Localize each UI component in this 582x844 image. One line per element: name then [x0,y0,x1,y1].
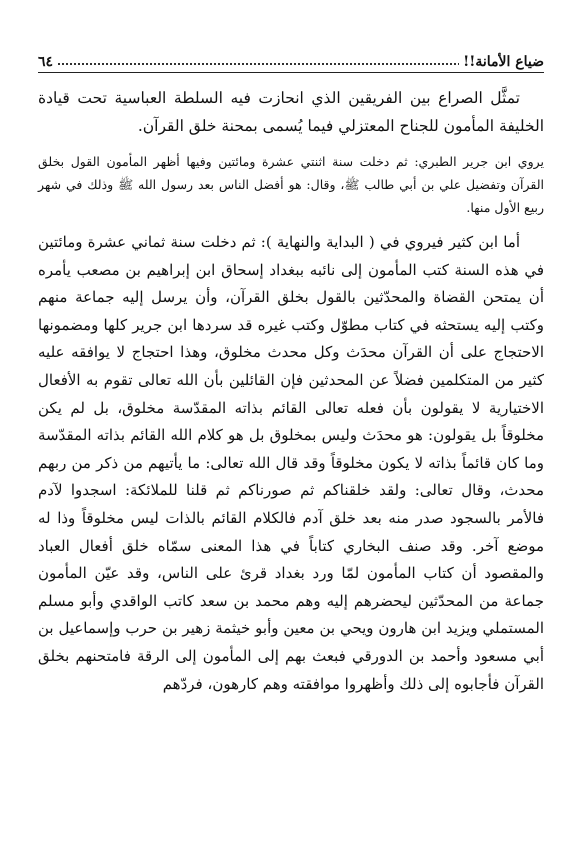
tabari-quote-paragraph: يروي ابن جرير الطبري: ثم دخلت سنة اثنتي عشرة ومائتين وفيها أظهر المأمون القول بخلق القرآن وتفضيل علي بن أبي طالب ﷺ، وقال: هو أفضل الناس بعد رسول الله ﷺ وذلك في شهر ربيع الأول منها. [38,154,544,215]
header-leader-dots [57,63,459,65]
running-header [38,44,544,70]
page-number: ٦٤ [38,54,54,70]
header-title: ضياع الأمانة!! [463,54,544,70]
intro-paragraph: تمثَّل الصراع بين الفريقين الذي انحازت فيه السلطة العباسية تحت قيادة الخليفة المأمون للجناح المعتزلي فيما يُسمى بمحنة خلق القرآن. [38,89,544,135]
page-body [38,84,544,698]
header-rule [38,72,544,73]
ibn-kathir-paragraph: أما ابن كثير فيروي في ( البداية والنهاية ): ثم دخلت سنة ثماني عشرة ومائتين في هذه السنة كتب المأمون إلى نائبه ببغداد إسحاق ابن إبراهيم بن مصعب يأمره أن يمتحن القضاة والمحدّثين بالقول بخلق القرآن، وأن يرسل إليه جماعة منهم وكتب إليه يستحثه في كتاب مطوّل وكتب غيره قد سردها ابن جرير كلها ومضمونها الاحتجاج على أن القرآن محدَث وكل محدث مخلوق، وهذا احتجاج لا يوافقه عليه كثير من المتكلمين فضلاً عن المحدثين فإن القائلين بأن الله تعالى تقوم به الأفعال الاختيارية لا يقولون بأن فعله تعالى القائم بذاته المقدّسة مخلوق، بل لم يكن مخلوقاً بل يقولون: هو محدَث وليس بمخلوق بل هو كلام الله القائم بذاته المقدّسة وما كان قائماً بذاته لا يكون مخلوقاً وقد قال الله تعالى: ما يأتيهم من ذكر من ربهم محدث، وقال تعالى: ولقد خلقناكم ثم صورناكم ثم قلنا للملائكة: اسجدوا لآدم فالأمر بالسجود صدر منه بعد خلق آدم فالكلام القائم بالذات ليس مخلوقاً وذا له موضع آخر. وقد صنف البخاري كتاباً في هذا المعنى سمّاه خلق أفعال العباد والمقصود أن كتاب المأمون لمّا ورد بغداد قرئ على الناس، وقد عيّن المأمون جماعة من المحدّثين ليحضرهم إليه وهم محمد بن سعد كاتب الواقدي وأبو مسلم المستملي ويزيد ابن هارون ويحي بن معين وأبو خيثمة زهير بن حرب وإسماعيل بن أبي مسعود وأحمد بن الدورقي فبعث بهم إلى المأمون إلى الرقة فامتحنهم بخلق القرآن فأجابوه إلى ذلك وأظهروا موافقته وهم كارهون، فردّهم [38,233,544,693]
